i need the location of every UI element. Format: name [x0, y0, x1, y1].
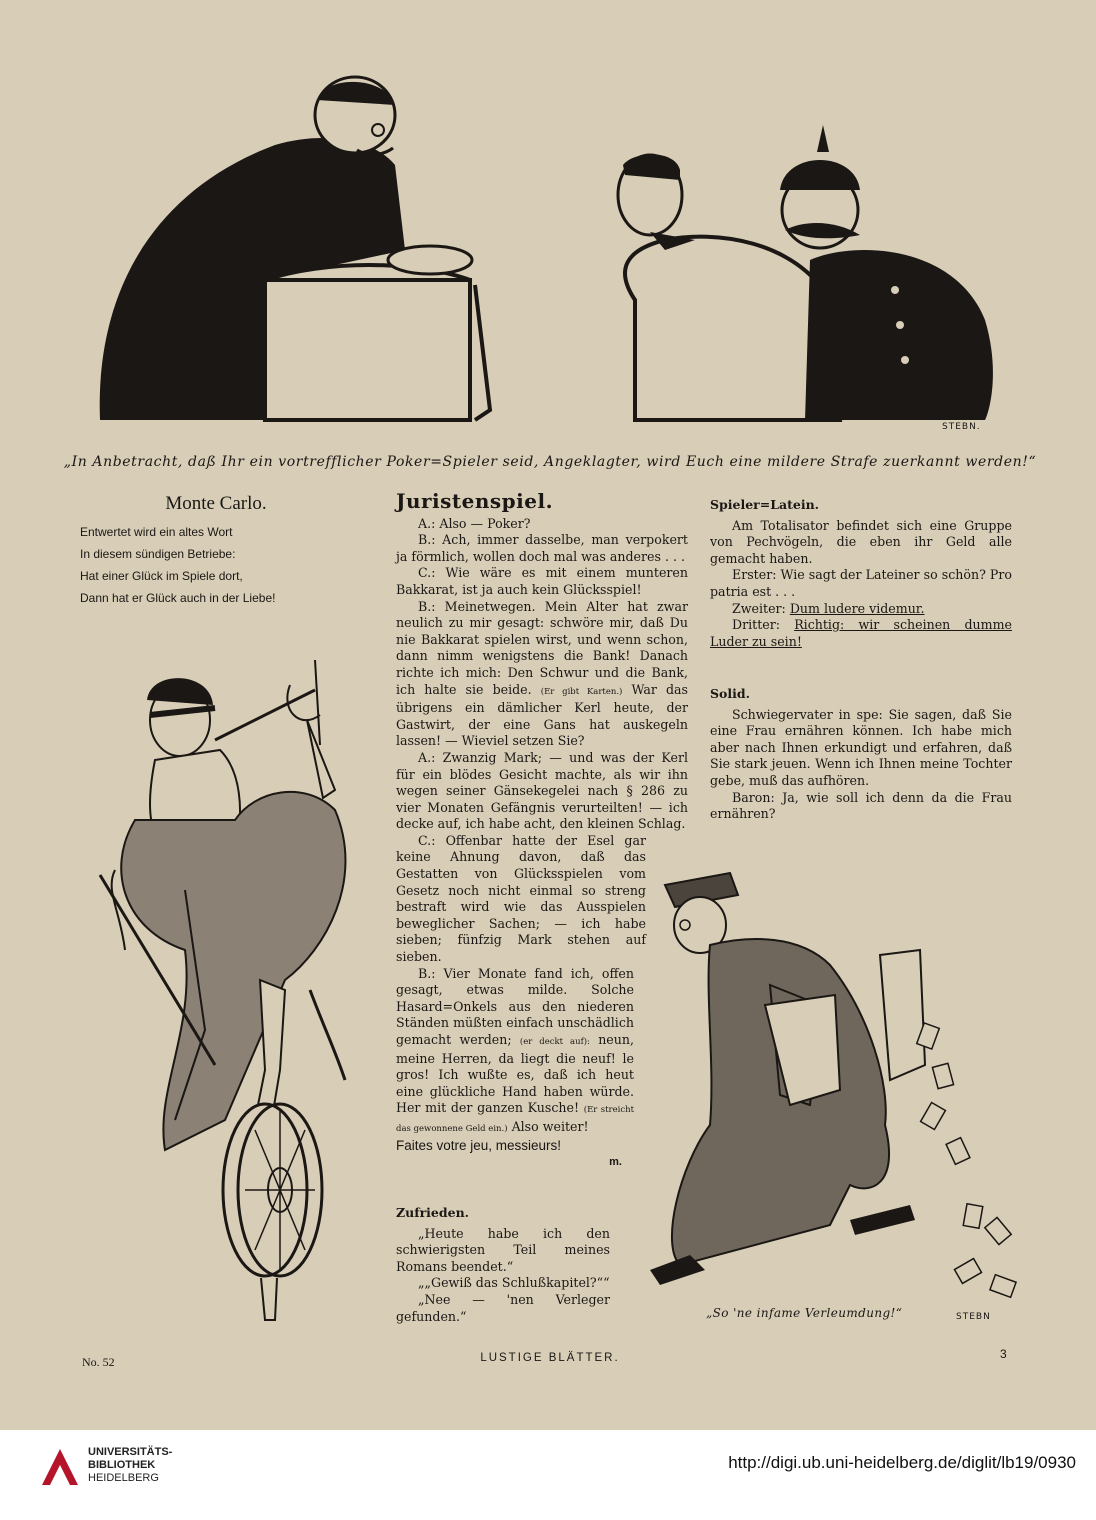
- poem-line: In diesem sündigen Betriebe:: [80, 546, 236, 561]
- zufrieden-article: [396, 1205, 610, 1325]
- library-logo-icon: [38, 1445, 82, 1489]
- spielerlatein-title: Spieler=Latein.: [710, 497, 820, 512]
- stage-direction: (Er gibt Karten.): [540, 686, 623, 697]
- solid-title: Solid.: [710, 686, 750, 701]
- dialogue-text: B.: Vier Monate fand ich, offen gesagt, etwas milde. Solche Hasard=Onkels aus den niederen Ständen müßten einfach unschädlich gemacht werden;: [396, 965, 634, 1047]
- dialogue-line: B.: Ach, immer dasselbe, man verpokert ja förmlich, wollen doch mal was anderes . . .: [396, 532, 688, 564]
- fortuna-illustration: [75, 650, 360, 1330]
- page-number: 3: [1000, 1347, 1007, 1361]
- playing-card: [985, 1217, 1011, 1244]
- magazine-name: LUSTIGE BLÄTTER.: [480, 1352, 620, 1364]
- card-player-cartoon: [620, 865, 1030, 1305]
- stage-direction: (er deckt auf):: [519, 1037, 590, 1047]
- library-name-line: UNIVERSITÄTS-: [88, 1446, 173, 1458]
- playing-card: [946, 1138, 970, 1165]
- zufrieden-title: Zufrieden.: [396, 1205, 470, 1220]
- source-url[interactable]: http://digi.ub.uni-heidelberg.de/diglit/lb19/0930: [728, 1453, 1076, 1472]
- top-cartoon-caption: „In Anbetracht, daß Ihr ein vortrefflicher Poker=Spieler seid, Angeklagter, wird Euch eine mildere Strafe zuerkannt werden!“: [63, 454, 1037, 470]
- article-signature: m.: [609, 1156, 622, 1169]
- dialogue-line: Erster: Wie sagt der Lateiner so schön? Pro patria est . . .: [710, 567, 1012, 599]
- spielerlatein-article: [710, 497, 1012, 650]
- top-cartoon-signature: STEBN.: [942, 422, 981, 432]
- dialogue-text: Also weiter!: [511, 1118, 589, 1134]
- solid-article: [710, 686, 1012, 823]
- long-coat: [672, 939, 889, 1265]
- bottom-cartoon-caption: „So 'ne infame Verleumdung!“: [706, 1306, 903, 1320]
- dialogue-line: [396, 966, 634, 1138]
- dialogue-line: [710, 617, 1012, 650]
- playing-card: [932, 1063, 953, 1088]
- dialogue-text: neun, meine Herren, da liegt die neuf! le gros! Ich wußte es, daß ich heut eine glückliche Hand haben würde. Her mit der ganzen Kusche!: [396, 1032, 634, 1116]
- gendarme-body: [805, 250, 993, 420]
- dialogue-line: [396, 599, 688, 750]
- library-name-line: HEIDELBERG: [88, 1472, 159, 1484]
- dialogue-line: Schwiegervater in spe: Sie sagen, daß Sie eine Frau ernähren können. Ich habe mich aber nach Ihnen erkundigt und erfahren, daß Sie stark jeuen. Wenn ich Ihnen meine Tochter gebe, muß das aufhören.: [710, 706, 1012, 788]
- fortuna-dress: [121, 792, 345, 1150]
- dialogue-text: B.: Meinetwegen. Mein Alter hat zwar neulich zu mir gesagt: schwöre mir, daß Du nie Bakkarat spielen wirst, und wenn schon, dann nimm wenigstens die Bank! Danach richte ich mich: Den Schwur und die Bank, ich halte sie beide.: [396, 598, 688, 697]
- playing-card: [963, 1204, 983, 1228]
- courtroom-cartoon: [95, 70, 1000, 430]
- playing-card: [954, 1259, 981, 1284]
- poem-line: Hat einer Glück im Spiele dort,: [80, 568, 243, 583]
- dialogue-line: „Heute habe ich den schwierigsten Teil meines Romans beendet.“: [396, 1225, 610, 1274]
- speaker-label: Zweiter:: [732, 600, 786, 616]
- judge-desk: [265, 280, 470, 420]
- dialogue-line: „Nee — 'nen Verleger gefunden.“: [396, 1291, 610, 1324]
- dialogue-text: War das übrigens ein dämlicher Kerl heute, der Gastwirt, der eine Gans hat auskegeln lassen! — Wieviel setzen Sie?: [396, 681, 688, 749]
- library-name-line: BIBLIOTHEK: [88, 1459, 156, 1471]
- issue-number: No. 52: [82, 1355, 115, 1369]
- pickelhaube: [780, 160, 860, 190]
- poem-line: Entwertet wird ein altes Wort: [80, 524, 233, 539]
- dialogue-text: Richtig: wir scheinen dumme Luder zu sein!: [710, 617, 1012, 649]
- monte-carlo-poem: [80, 493, 352, 609]
- monte-carlo-title: Monte Carlo.: [165, 493, 267, 514]
- dialogue-line: A.: Zwanzig Mark; — und was der Kerl für ein blödes Gesicht machte, als wir ihn wegen seiner Gänsekegelei nach § 286 zu vier Monaten Gefängnis verurteilten! — ich decke auf, ich habe acht, den kleinen Schlag.: [396, 749, 688, 832]
- dialogue-line: A.: Also — Poker?: [418, 515, 531, 531]
- playing-card: [990, 1275, 1016, 1298]
- juristenspiel-title: Juristenspiel.: [396, 489, 554, 513]
- poem-line: Dann hat er Glück auch in der Liebe!: [80, 590, 276, 605]
- dialogue-line: „„Gewiß das Schlußkapitel?““: [418, 1275, 610, 1291]
- bottom-cartoon-signature: STEBN: [956, 1312, 991, 1322]
- french-line: Faites votre jeu, messieurs!: [396, 1137, 562, 1153]
- stage-direction: (Er streicht das gewonnene Geld ein.): [396, 1105, 634, 1134]
- speaker-label: Dritter:: [732, 617, 780, 633]
- dialogue-line: Baron: Ja, wie soll ich denn da die Frau ernähren?: [710, 789, 1012, 822]
- playing-card: [921, 1102, 946, 1129]
- dialogue-text: Dum ludere videmur.: [789, 600, 925, 616]
- dialogue-line: C.: Wie wäre es mit einem munteren Bakkarat, ist ja auch kein Glücksspiel!: [396, 565, 688, 597]
- dialogue-line: Am Totalisator befindet sich eine Gruppe von Pechvögeln, die eben ihr Geld alle gemacht haben.: [710, 517, 1012, 566]
- library-name: [88, 1446, 172, 1485]
- dialogue-line: C.: Offenbar hatte der Esel gar keine Ahnung davon, daß das Gestatten von Glücksspielen vom Gesetz noch nicht einmal so streng bestraft wird wie das Ausspielen beweglicher Sachen; — ich habe sieben; fünfzig Mark stehen auf sieben.: [396, 832, 646, 965]
- dialogue-line: [710, 601, 1012, 618]
